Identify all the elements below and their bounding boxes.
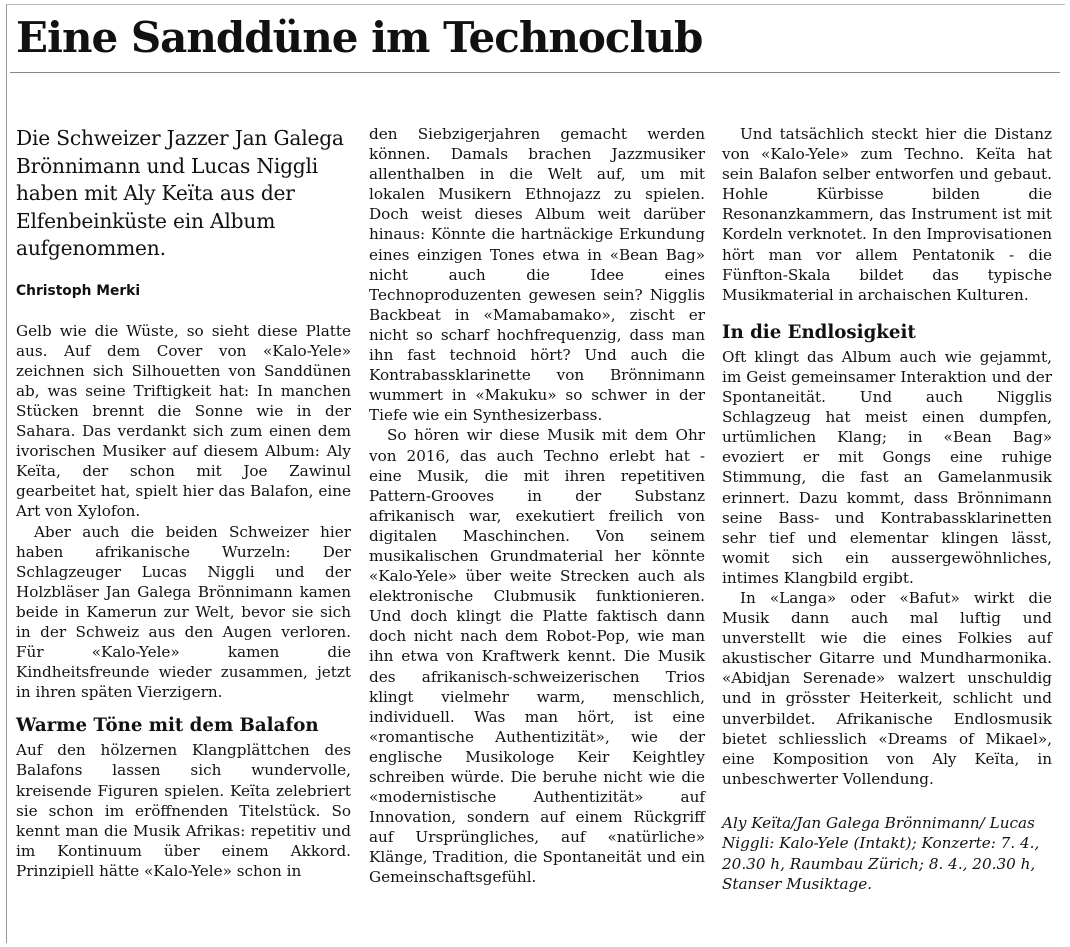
author-byline: Christoph Merki bbox=[16, 282, 141, 299]
album-info: Aly Keïta/Jan Galega Brönnimann/ Lucas Niggli: Kalo-Yele (Intakt); Konzerte: 7. 4., 20.30 h, Raumbau Zürich; 8. 4., 20.30 h, Stanser Musiktage. bbox=[722, 813, 1040, 894]
headline: Eine Sanddüne im Technoclub bbox=[16, 13, 703, 62]
paragraph: den Siebzigerjahren gemacht werden können. Damals brachen Jazzmusiker allenthalben in die Welt auf, um mit lokalen Musikern Ethnojazz zu spielen. Doch weist dieses Album weit darüber hinaus: Könnte die hartnäckige Erkundung eines einzigen Tones etwa in «Bean Bag» nicht auch die Idee eines Technoproduzenten gewesen sein? Nigglis Backbeat in «Mamabamako», zischt er nicht so scharf hochfrequenzig, dass man ihn fast technoid hört? Und auch die Kontrabassklarinette von Brönnimann wummert in «Makuku» so schwer in der Tiefe wie ein Synthesizerbass. bbox=[369, 125, 705, 425]
headline-rule bbox=[10, 72, 1060, 73]
subheading: In die Endlosigkeit bbox=[722, 321, 916, 343]
column-3 bbox=[722, 124, 1052, 895]
paragraph: So hören wir diese Musik mit dem Ohr von 2016, das auch Techno erlebt hat - eine Musik, die mit ihren repetitiven Pattern-Grooves in der Substanz afrikanisch war, exekutiert freilich von digitalen Maschinchen. Von seinem musikalischen Grundmaterial her könnte «Kalo-Yele» über weite Strecken auch als elektronische Clubmusik funktionieren. Und doch klingt die Platte faktisch dann doch nicht nach dem Robot-Pop, wie man ihn etwa von Kraftwerk kennt. Die Musik des afrikanisch-schweizerischen Trios klingt vielmehr warm, menschlich, individuell. Was man hört, ist eine «romantische Authentizität», wie der englische Musikologe Keir Keightley schreiben würde. Die beruhe nicht wie die «modernistische Authentizität» auf Innovation, sondern auf einem Rückgriff auf Ursprüngliches, auf «natürliche» Klänge, Tradition, die Spontaneität und ein Gemeinschaftsgefühl. bbox=[369, 426, 705, 887]
subheading: Warme Töne mit dem Balafon bbox=[16, 715, 319, 737]
column-1 bbox=[16, 118, 351, 881]
paragraph: Auf den hölzernen Klangplättchen des Balafons lassen sich wundervolle, kreisende Figuren spielen. Keïta zelebriert sie schon im eröffnenden Titelstück. So kennt man die Musik Afrikas: repetitiv und im Kontinuum über einem Akkord. Prinzipiell hätte «Kalo-Yele» schon in bbox=[16, 741, 351, 880]
paragraph: Gelb wie die Wüste, so sieht diese Platte aus. Auf dem Cover von «Kalo-Yele» zeichnen sich Silhouetten von Sanddünen ab, was seine Triftigkeit hat: In manchen Stücken brennt die Sonne wie in der Sahara. Das verdankt sich zum einen dem ivorischen Musiker auf diesem Album: Aly Keïta, der schon mit Joe Zawinul gearbeitet hat, spielt hier das Balafon, eine Art von Xylofon. bbox=[16, 321, 351, 521]
paragraph: Und tatsächlich steckt hier die Distanz von «Kalo-Yele» zum Techno. Keïta hat sein Balafon selber entworfen und gebaut. Hohle Kürbisse bilden die Resonanzkammern, das Instrument ist mit Kordeln verknotet. In den Improvisationen hört man vor allem Pentatonik - die Fünfton-Skala bildet das typische Musikmaterial in archaischen Kulturen. bbox=[722, 125, 1052, 304]
paragraph: Aber auch die beiden Schweizer hier haben afrikanische Wurzeln: Der Schlagzeuger Lucas Niggli und der Holzbläser Jan Galega Brönnimann kamen beide in Kamerun zur Welt, bevor sie sich in der Schweiz aus den Augen verloren. Für «Kalo-Yele» kamen die Kindheitsfreunde wieder zusammen, jetzt in ihren späten Vierzigern. bbox=[16, 522, 351, 702]
column-2 bbox=[369, 124, 705, 888]
paragraph: In «Langa» oder «Bafut» wirkt die Musik dann auch mal luftig und unverstellt wie die eines Folkies auf akustischer Gitarre und Mundharmonika. «Abidjan Serenade» walzert unschuldig und in grösster Heiterkeit, schlicht und unverbildet. Afrikanische Endlosmusik bietet schliesslich «Dreams of Mikael», eine Komposition von Aly Keïta, in unbeschwerter Vollendung. bbox=[722, 588, 1052, 788]
lead-text: Die Schweizer Jazzer Jan Galega Brönnimann und Lucas Niggli haben mit Aly Keïta aus der Elfenbeinküste ein Album aufgenommen. bbox=[16, 126, 344, 260]
paragraph: Oft klingt das Album auch wie gejammt, im Geist gemeinsamer Interaktion und der Spontaneität. Und auch Nigglis Schlagzeug hat meist einen dumpfen, urtümlichen Klang; in «Bean Bag» evoziert er mit Gongs eine ruhige Stimmung, die fast an Gamelanmusik erinnert. Dazu kommt, dass Brönnimann seine Bass- und Kontrabassklarinetten sehr tief und elementar klingen lässt, womit sich ein aussergewöhnliches, intimes Klangbild ergibt. bbox=[722, 347, 1052, 587]
